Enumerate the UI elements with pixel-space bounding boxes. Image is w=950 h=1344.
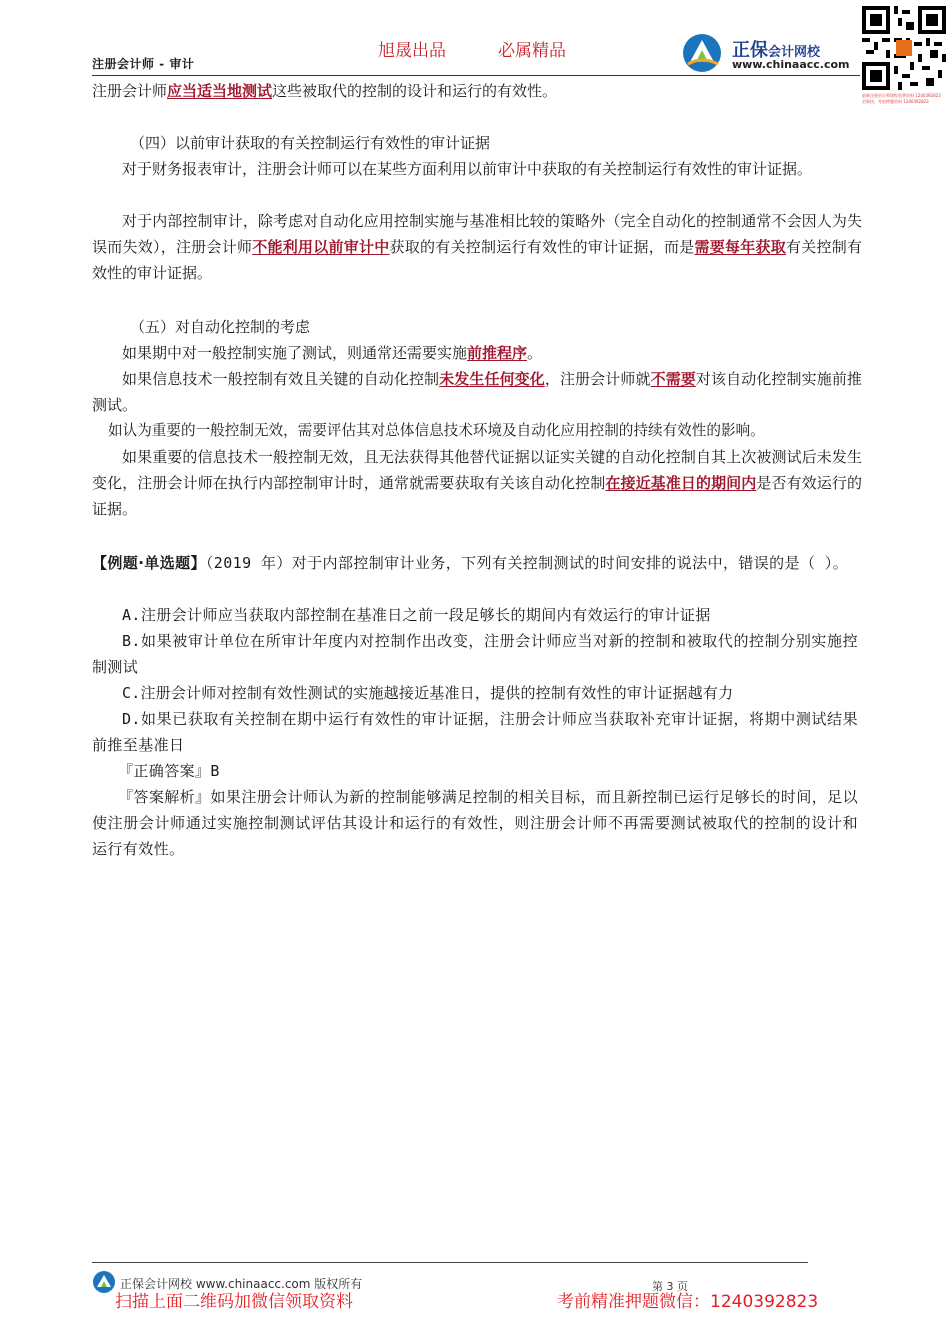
logo-name: 正保会计网校: [732, 40, 821, 61]
option-d: D.如果已获取有关控制在期中运行有效性的审计证据，注册会计师应当获取补充审计证据，将期中测试结果前推至基准日: [92, 710, 858, 754]
slogan-left: 旭晟出品: [378, 41, 446, 61]
section-heading: （四）以前审计获取的有关控制运行有效性的审计证据: [130, 134, 491, 152]
paragraph: 注册会计师应当适当地测试这些被取代的控制的设计和运行的有效性。: [92, 82, 558, 100]
promo-left: 扫描上面二维码加微信领取资料: [115, 1292, 353, 1312]
page-number: 第 3 页: [652, 1280, 688, 1293]
slogan-right: 必属精品: [498, 41, 566, 61]
paragraph: 如果信息技术一般控制有效且关键的自动化控制未发生任何变化，注册会计师就不需要对该自动化控制实施前推测试。: [92, 370, 862, 414]
paragraph: 对于内部控制审计，除考虑对自动化应用控制实施与基准相比较的策略外（完全自动化的控制通常不会因人为失误而失效），注册会计师不能利用以前审计中获取的有关控制运行有效性的审计证据，而是需要每年获取有关控制有效性的审计证据。: [92, 212, 862, 282]
answer-analysis: 『答案解析』如果注册会计师认为新的控制能够满足控制的相关目标，而且新控制已运行足够长的时间，足以使注册会计师通过实施控制测试评估其设计和运行的有效性，则注册会计师不再需要测试被取代的控制的设计和运行有效性。: [92, 788, 858, 858]
correct-answer: 『正确答案』B: [118, 762, 220, 780]
paragraph: 如认为重要的一般控制无效，需要评估其对总体信息技术环境及自动化应用控制的持续有效性的影响。: [108, 422, 765, 439]
option-c: C.注册会计师对控制有效性测试的实施越接近基准日，提供的控制有效性的审计证据越有力: [122, 684, 734, 702]
paragraph: 如果期中对一般控制实施了测试，则通常还需要实施前推程序。: [122, 344, 543, 362]
logo-url: www.chinaacc.com: [732, 58, 850, 71]
chinaacc-footer-logo-icon: [92, 1270, 116, 1294]
footer-divider: [92, 1262, 808, 1263]
paragraph: 如果重要的信息技术一般控制无效，且无法获得其他替代证据以证实关键的自动化控制自其上次被测试后未发生变化，注册会计师在执行内部控制审计时，通常就需要获取有关该自动化控制在接近基准日的期间内是否有效运行的证据。: [92, 448, 862, 518]
option-b: B.如果被审计单位在所审计年度内对控制作出改变，注册会计师应当对新的控制和被取代的控制分别实施控制测试: [92, 632, 858, 676]
subject-title: 注册会计师 - 审计: [92, 57, 195, 71]
option-a: A.注册会计师应当获取内部控制在基准日之前一段足够长的期间内有效运行的审计证据: [122, 606, 711, 624]
qr-caption: 更新快，考前押题资料 1240392823: [862, 99, 929, 104]
footer-copyright: 正保会计网校 www.chinaacc.com 版权所有: [120, 1277, 363, 1291]
header-divider: [92, 75, 860, 76]
paragraph: 对于财务报表审计，注册会计师可以在某些方面利用以前审计中获取的有关控制运行有效性的审计证据。: [122, 160, 813, 178]
question-stem: 【例题·单选题】（2019 年）对于内部控制审计业务，下列有关控制测试的时间安排的说法中，错误的是（ ）。: [92, 554, 849, 572]
promo-right: 考前精准押题微信：1240392823: [557, 1292, 819, 1312]
qr-code-icon: [862, 6, 946, 90]
section-heading: （五）对自动化控制的考虑: [130, 318, 311, 336]
qr-caption: 最新注册会计师课程免费资料 1240392823: [862, 93, 941, 98]
